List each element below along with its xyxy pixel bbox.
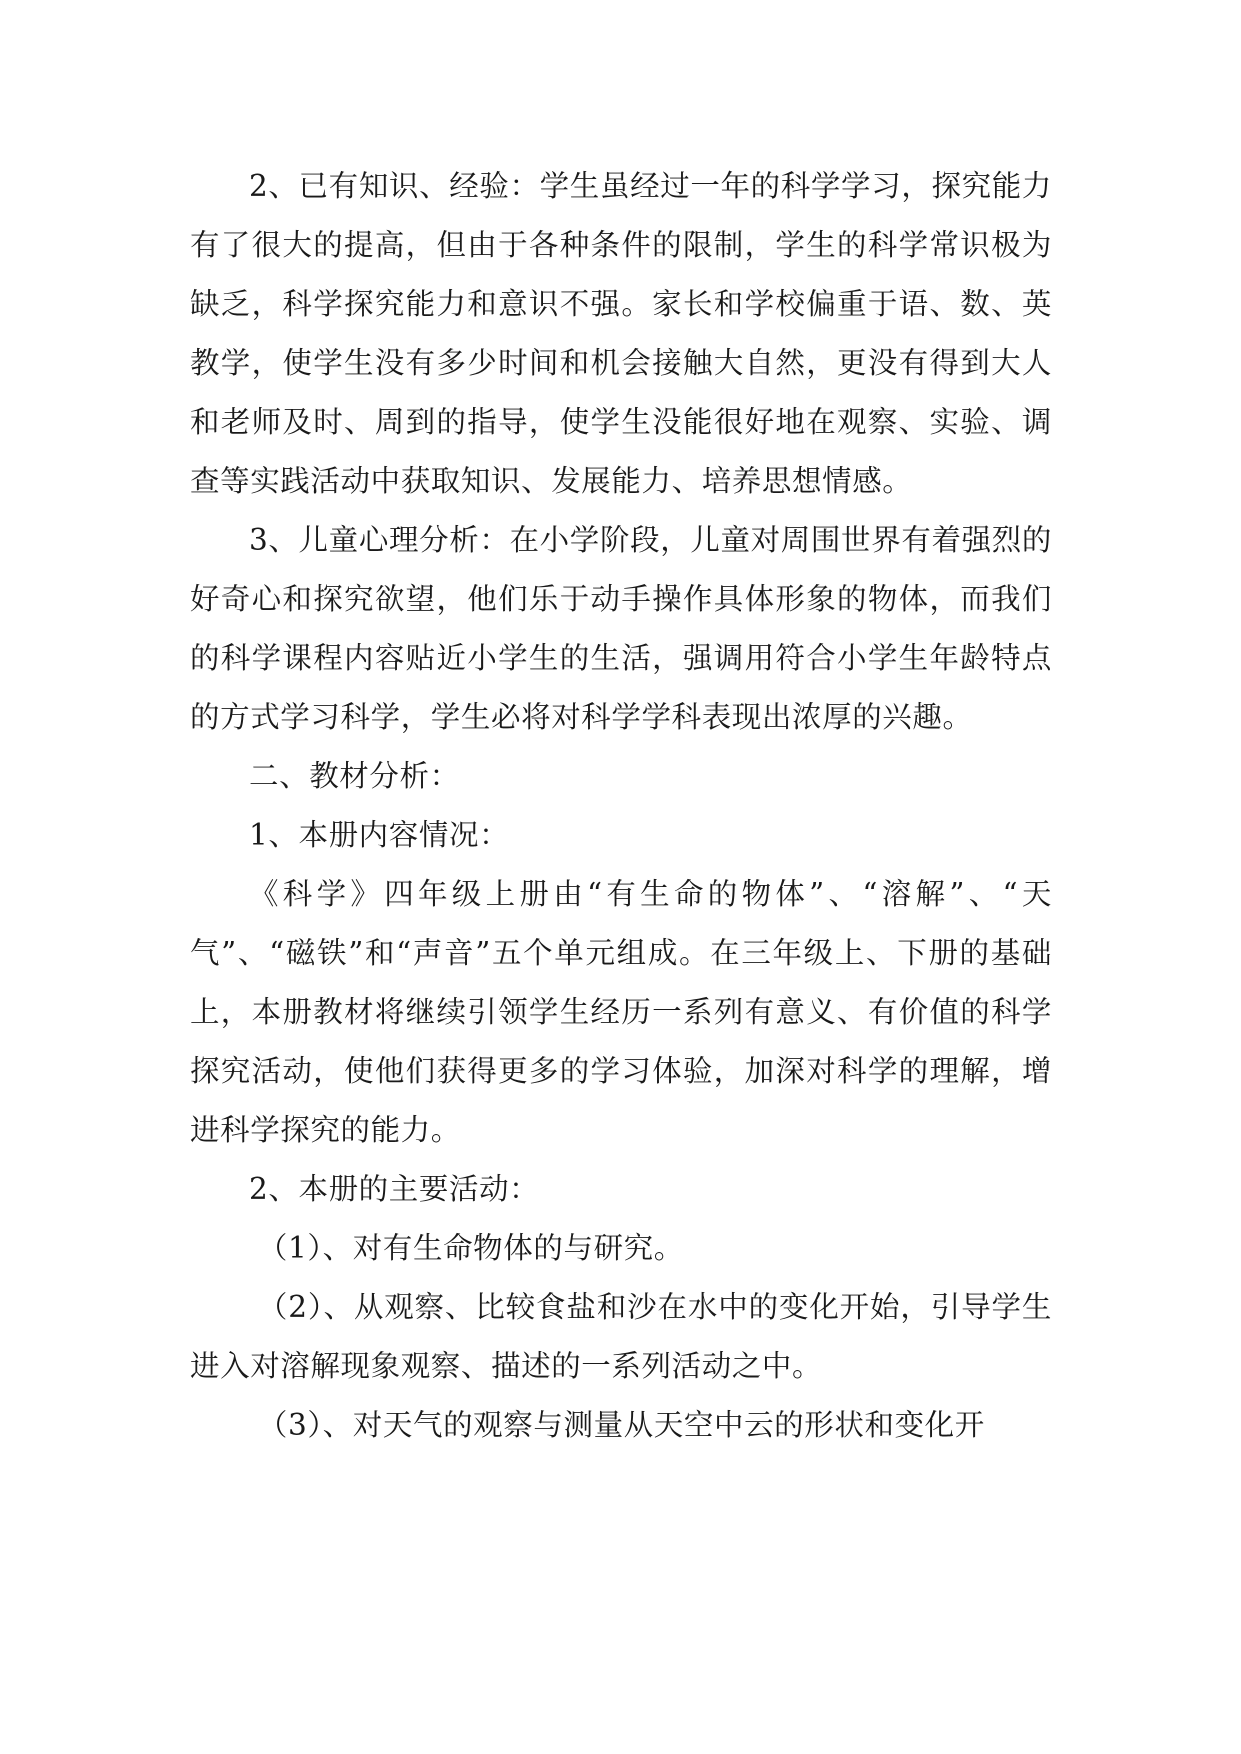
subheading-book-contents: 1、本册内容情况： <box>249 818 510 852</box>
subheading-main-activities: 2、本册的主要活动： <box>249 1172 540 1206</box>
paragraph-existing-knowledge: 2、已有知识、经验：学生虽经过一年的科学学习，探究能力有了很大的提高，但由于各种条件的限制，学生的科学常识极为缺乏，科学探究能力和意识不强。家长和学校偏重于语、数、英教学，使学生没有多少时间和机会接触大自然，更没有得到大人和老师及时、周到的指导，使学生没能很好地在观察、实验、调查等实践活动中获取知识、发展能力、培养思想情感。 <box>190 169 1052 498</box>
list-item-activity-1: （1）、对有生命物体的与研究。 <box>257 1231 684 1265</box>
paragraph-book-contents: 《科学》四年级上册由“有生命的物体”、“溶解”、“天气”、“磁铁”和“声音”五个单元组成。在三年级上、下册的基础上，本册教材将继续引领学生经历一系列有意义、有价值的科学探究活动，使他们获得更多的学习体验，加深对科学的理解，增进科学探究的能力。 <box>190 877 1052 1147</box>
paragraph-child-psychology: 3、儿童心理分析：在小学阶段，儿童对周围世界有着强烈的好奇心和探究欲望，他们乐于动手操作具体形象的物体，而我们的科学课程内容贴近小学生的生活，强调用符合小学生年龄特点的方式学习科学，学生必将对科学学科表现出浓厚的兴趣。 <box>190 523 1052 734</box>
document-body <box>190 157 1052 1455</box>
list-item-activity-2: （2）、从观察、比较食盐和沙在水中的变化开始，引导学生进入对溶解现象观察、描述的一系列活动之中。 <box>190 1290 1052 1383</box>
list-item-activity-3: （3）、对天气的观察与测量从天空中云的形状和变化开 <box>257 1408 985 1442</box>
section-heading-textbook-analysis: 二、教材分析： <box>249 759 460 793</box>
